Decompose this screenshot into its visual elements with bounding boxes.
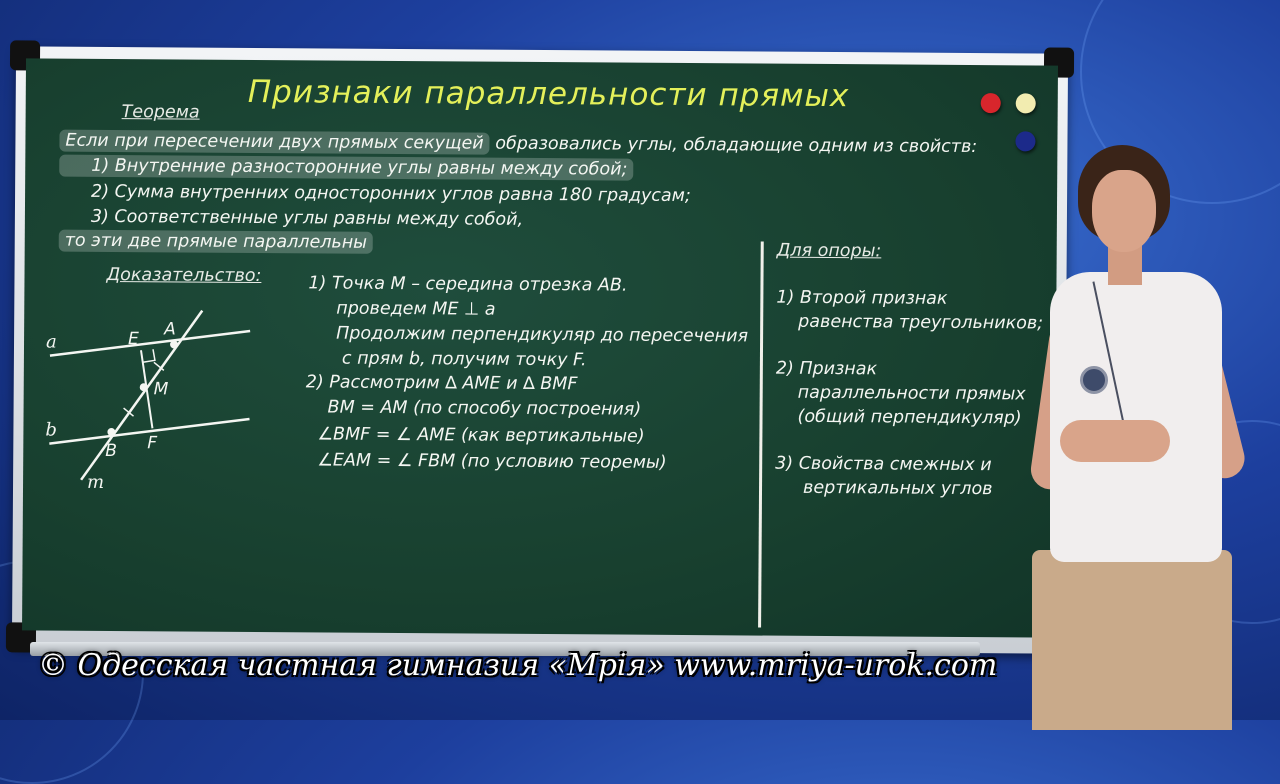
proof-step-2a: 2) Рассмотрим ∆ AME и ∆ BMF (305, 372, 578, 395)
point-a (170, 340, 178, 348)
teacher-face (1092, 170, 1156, 252)
label-m: m (86, 471, 105, 493)
label-b: b (45, 419, 58, 441)
teacher-skirt (1032, 550, 1232, 730)
support-item-1a: 1) Второй признак (776, 287, 948, 309)
board-title: Признаки параллельности прямых (247, 73, 850, 115)
label-point-f: F (147, 433, 158, 454)
label-point-e: E (127, 329, 139, 350)
point-b (107, 428, 115, 436)
teacher-hands (1060, 420, 1170, 462)
proof-step-1a: 1) Точка M – середина отрезка AB. (308, 273, 628, 296)
theorem-premise-rest: образовались углы, обладающие одним из свойств: (495, 133, 978, 158)
teacher-figure (1030, 140, 1250, 720)
pendant-icon (1080, 366, 1108, 394)
teacher-shirt (1050, 272, 1222, 562)
parallel-lines-diagram (43, 304, 264, 496)
footer-watermark: © Одесская частная гимназия «Мрія» www.mriya-urok.com (38, 648, 998, 683)
line-a (50, 330, 250, 357)
proof-step-2b: BM = AM (по способу построения) (327, 397, 642, 420)
proof-step-2d: ∠EAM = ∠ FBM (по условию теоремы) (317, 450, 667, 473)
proof-step-2c: ∠BMF = ∠ AME (как вертикальные) (317, 424, 645, 447)
theorem-item-1-text: 1) Внутренние разносторонние углы равны между собой; (59, 155, 633, 181)
proof-step-1b: проведем ME ⊥ a (336, 298, 496, 320)
theorem-item-2: 2) Сумма внутренних односторонних углов равна 180 градусам; (91, 181, 691, 207)
yellow-magnet-icon (1016, 93, 1036, 113)
point-m (140, 383, 148, 391)
right-angle-mark (143, 349, 155, 362)
proof-step-1c: Продолжим перпендикуляр до пересечения (336, 323, 749, 347)
theorem-line-1 (59, 131, 977, 157)
support-heading: Для опоры: (776, 240, 882, 262)
board-divider (758, 242, 764, 628)
support-item-1b: равенства треугольников; (798, 311, 1044, 334)
support-item-2c: (общий перпендикуляр) (797, 406, 1022, 429)
chalkboard (22, 58, 1058, 637)
support-item-3b: вертикальных углов (802, 477, 993, 500)
label-a: a (45, 331, 57, 353)
support-item-2b: параллельности прямых (797, 382, 1026, 405)
theorem-item-3: 3) Соответственные углы равны между собой, (90, 206, 524, 230)
label-point-m: M (153, 379, 169, 400)
theorem-premise-highlight: Если при пересечении двух прямых секущей (59, 130, 489, 155)
theorem-conclusion-text: то эти две прямые параллельны (59, 230, 373, 254)
chalkboard-frame (12, 46, 1068, 653)
red-magnet-icon (981, 93, 1001, 113)
proof-step-1d: с прям b, получим точку F. (341, 348, 587, 371)
theorem-item-1 (59, 156, 633, 180)
label-point-a: A (164, 319, 176, 340)
support-item-3a: 3) Свойства смежных и (775, 453, 992, 476)
theorem-heading: Теорема (121, 102, 200, 123)
theorem-conclusion (59, 231, 373, 253)
support-item-2a: 2) Признак (775, 358, 878, 380)
label-point-b: B (105, 440, 118, 462)
proof-heading: Доказательство: (106, 264, 262, 287)
secant-m (81, 310, 202, 481)
